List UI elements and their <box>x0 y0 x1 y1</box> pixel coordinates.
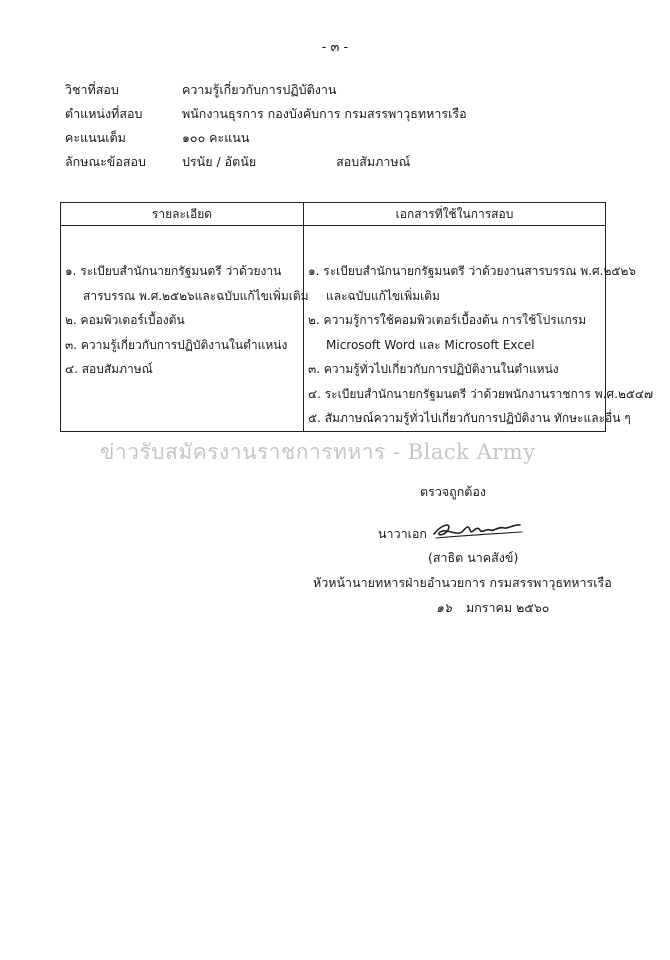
list-item: Microsoft Word และ Microsoft Excel <box>326 337 535 352</box>
handwritten-signature <box>428 512 528 548</box>
list-item: ๑. ระเบียบสำนักนายกรัฐมนตรี ว่าด้วยงานสารบรรณ พ.ศ.๒๕๒๖ <box>308 264 636 278</box>
header-details: รายละเอียด <box>61 203 304 226</box>
list-item: ๔. สอบสัมภาษณ์ <box>65 362 153 376</box>
exam-table <box>60 202 654 432</box>
list-item: ๒. ความรู้การใช้คอมพิวเตอร์เบื้องต้น การใช้โปรแกรม <box>308 313 587 327</box>
score-value: ๑๐๐ คะแนน <box>182 130 250 145</box>
subject-value: ความรู้เกี่ยวกับการปฏิบัติงาน <box>182 82 337 97</box>
date-month-year: มกราคม ๒๕๖๐ <box>466 600 550 615</box>
signer-name: (สาธิต นาคสังข์) <box>428 550 519 565</box>
position-value: พนักงานธุรการ กองบังคับการ กรมสรรพาวุธทหารเรือ <box>182 106 467 121</box>
type-label: ลักษณะข้อสอบ <box>65 154 146 169</box>
meta-row-type <box>65 150 467 174</box>
score-label: คะแนนเต็ม <box>65 130 126 145</box>
header-documents: เอกสารที่ใช้ในการสอบ <box>304 203 606 226</box>
details-cell <box>61 226 309 432</box>
table-row <box>61 226 606 432</box>
type-value: ปรนัย / อัตนัย <box>182 154 257 169</box>
meta-row-subject <box>65 78 467 102</box>
list-item: ๓. ความรู้ทั่วไปเกี่ยวกับการปฏิบัติงานในตำแหน่ง <box>308 362 559 376</box>
position-label: ตำแหน่งที่สอบ <box>65 106 143 121</box>
list-item: ๓. ความรู้เกี่ยวกับการปฏิบัติงานในตำแหน่ง <box>65 337 288 352</box>
page-number: - ๓ - <box>321 40 349 55</box>
list-item: ๕. สัมภาษณ์ความรู้ทั่วไปเกี่ยวกับการปฏิบัติงาน ทักษะและอื่น ๆ <box>308 411 631 425</box>
list-item: และฉบับแก้ไขเพิ่มเติม <box>326 288 440 303</box>
table-header-row <box>61 203 606 226</box>
date-day: ๑๖ <box>436 600 452 615</box>
type-extra: สอบสัมภาษณ์ <box>336 154 411 169</box>
signer-title: หัวหน้านายทหารฝ่ายอำนวยการ กรมสรรพาวุธทหารเรือ <box>313 575 612 590</box>
watermark: ข่าวรับสมัครงานราชการทหาร - Black Army <box>100 440 536 464</box>
list-item: ๒. คอมพิวเตอร์เบื้องต้น <box>65 313 185 327</box>
rank-label: นาวาเอก <box>378 526 427 541</box>
meta-row-score <box>65 126 467 150</box>
list-item: ๑. ระเบียบสำนักนายกรัฐมนตรี ว่าด้วยงาน <box>65 264 282 278</box>
subject-label: วิชาที่สอบ <box>65 82 119 97</box>
list-item: ๔. ระเบียบสำนักนายกรัฐมนตรี ว่าด้วยพนักงานราชการ พ.ศ.๒๕๔๗ <box>308 386 654 401</box>
meta-row-position <box>65 102 467 126</box>
exam-meta <box>65 78 467 174</box>
documents-cell <box>304 226 654 432</box>
list-item: สารบรรณ พ.ศ.๒๕๒๖และฉบับแก้ไขเพิ่มเติม <box>83 288 309 303</box>
certified-label: ตรวจถูกต้อง <box>420 484 487 499</box>
